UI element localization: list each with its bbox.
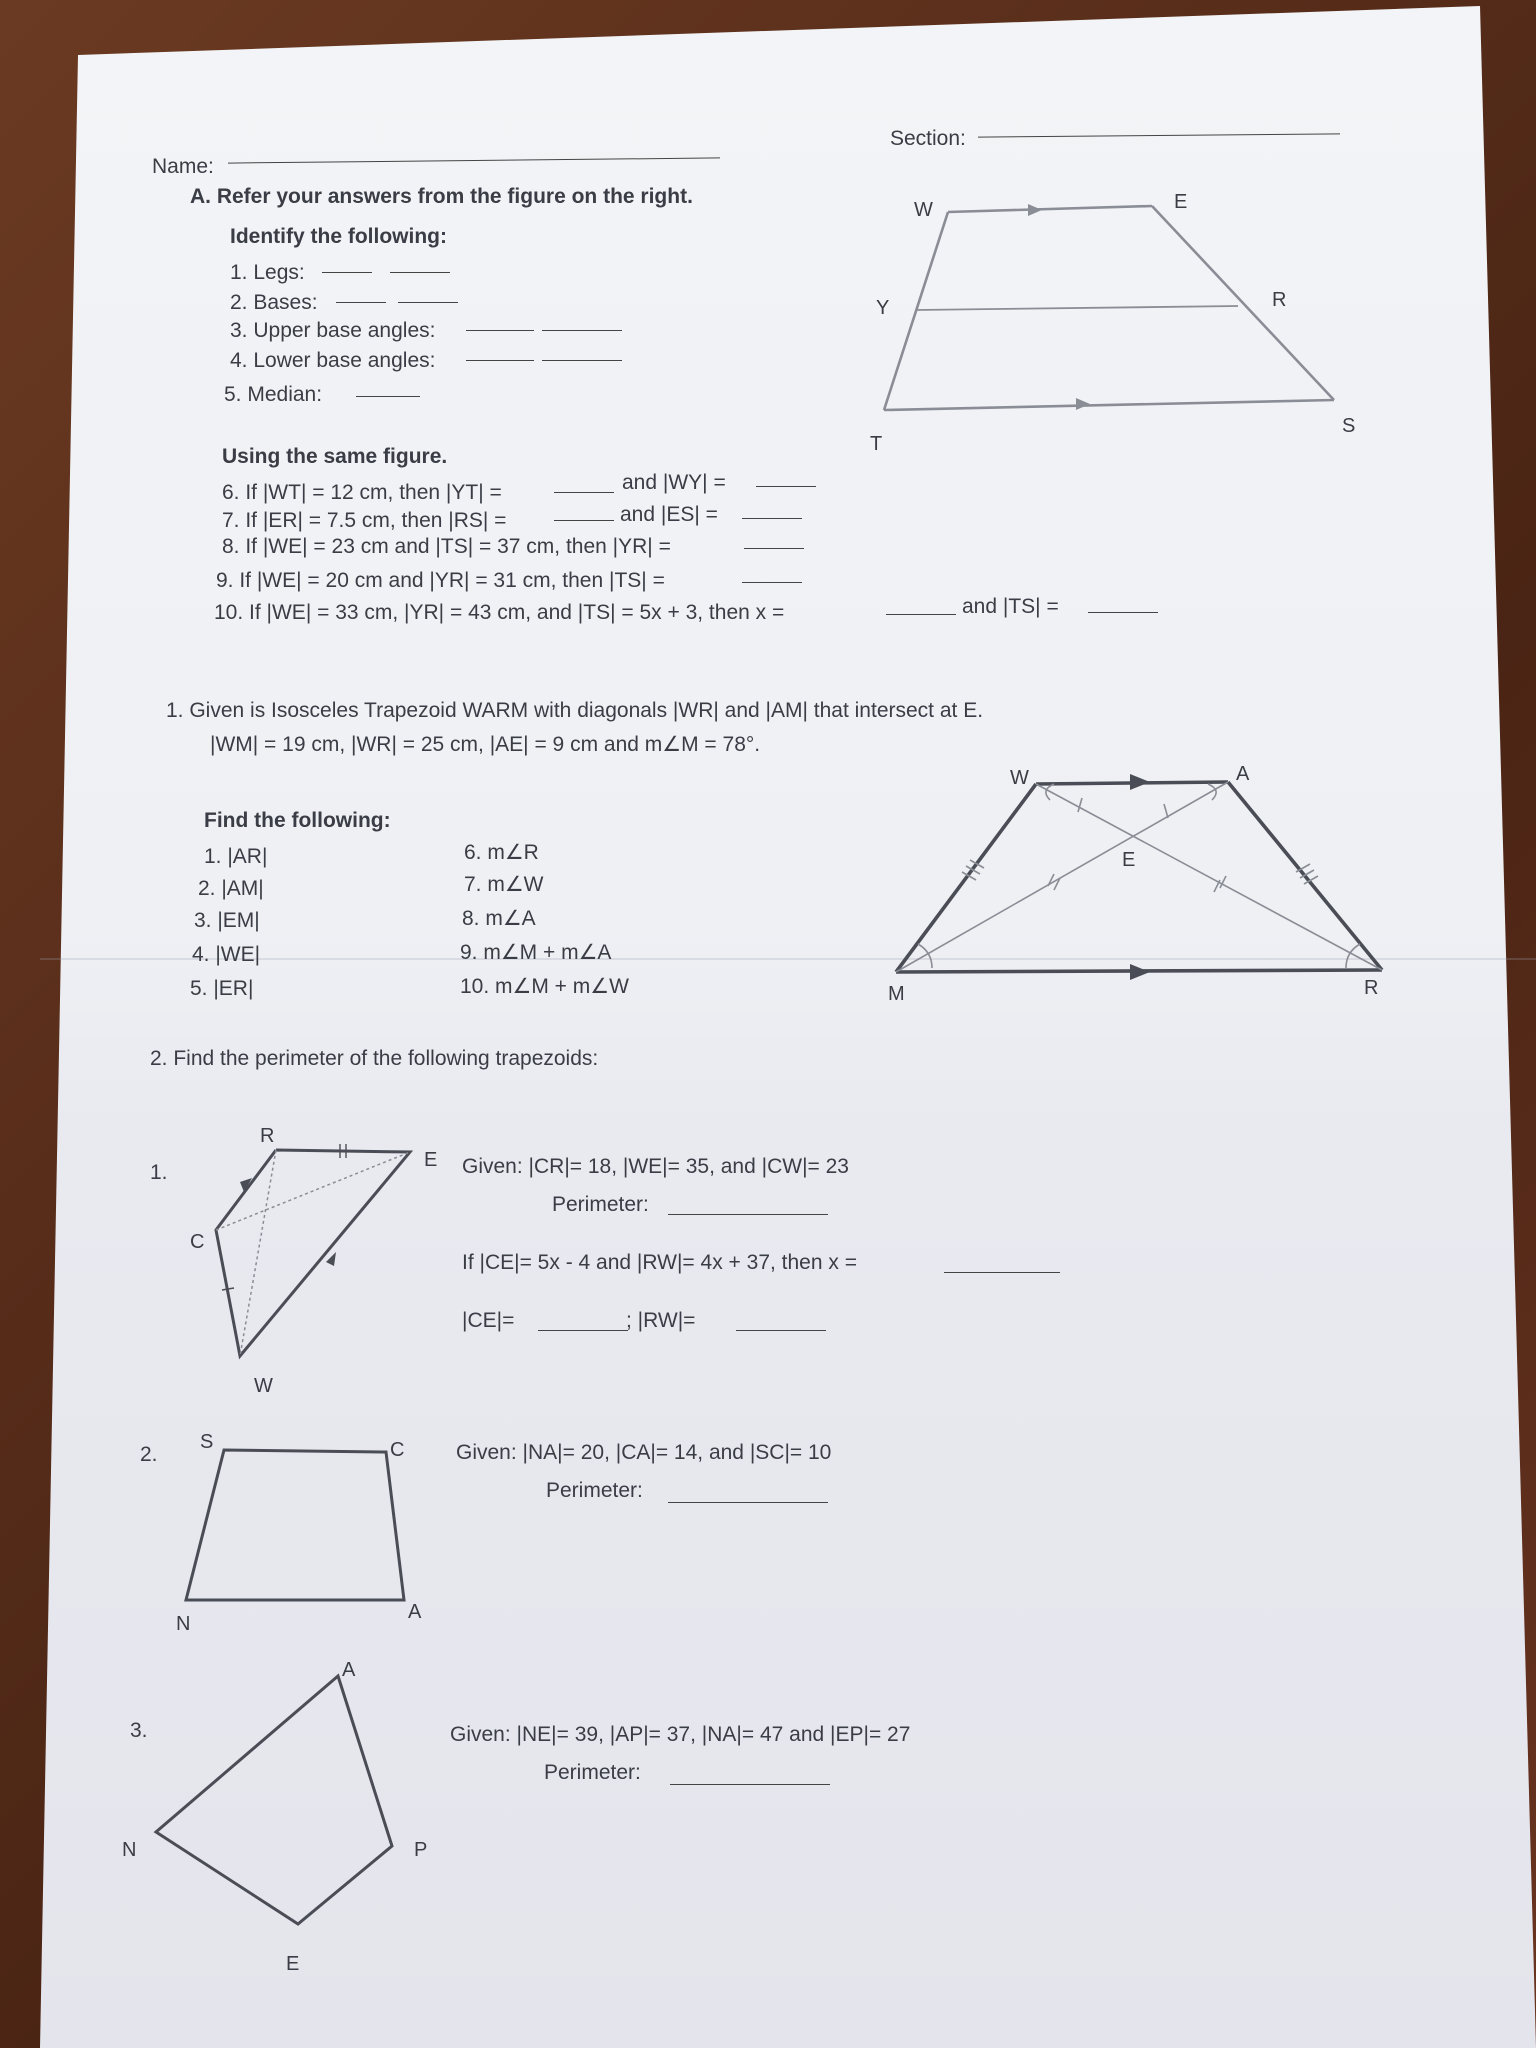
label-R: R	[1272, 289, 1287, 311]
name-label: Name:	[152, 155, 214, 178]
upper-base-angles-item: 3. Upper base angles:	[230, 319, 436, 342]
problem1-perimeter: Perimeter:	[552, 1193, 649, 1216]
same-figure-label: Using the same figure.	[222, 445, 448, 468]
find-item-4: 4. |WE|	[192, 943, 261, 966]
find-item-5: 5. |ER|	[190, 977, 254, 1000]
q7-text: 7. If |ER| = 7.5 cm, then |RS| =	[222, 509, 507, 532]
problem3-given: Given: |NE|= 39, |AP|= 37, |NA|= 47 and |EP|= 27	[450, 1723, 911, 1746]
q10-text: 10. If |WE| = 33 cm, |YR| = 43 cm, and |TS| = 5x + 3, then x =	[214, 601, 785, 624]
label-M: M	[888, 983, 905, 1005]
find-item-8: 8. m∠A	[462, 907, 536, 930]
legs-item: 1. Legs:	[230, 261, 305, 284]
problem2-given: Given: |NA|= 20, |CA|= 14, and |SC|= 10	[456, 1441, 832, 1464]
label-N: N	[122, 1839, 137, 1861]
partA-subtitle: Identify the following:	[230, 225, 447, 248]
lower-base-angles-item: 4. Lower base angles:	[230, 349, 436, 372]
label-P: P	[414, 1839, 428, 1861]
q8-text: 8. If |WE| = 23 cm and |TS| = 37 cm, then |YR| =	[222, 535, 671, 558]
q6-text: 6. If |WT| = 12 cm, then |YT| =	[222, 481, 502, 504]
label-W: W	[254, 1375, 273, 1397]
label-R: R	[260, 1125, 275, 1147]
figure-SCAN	[176, 1431, 422, 1635]
find-item-3: 3. |EM|	[194, 909, 260, 932]
problem1-number: 1.	[150, 1161, 168, 1184]
problem3-perimeter: Perimeter:	[544, 1761, 641, 1784]
section-label: Section:	[890, 127, 966, 150]
find-item-6: 6. m∠R	[464, 841, 539, 864]
find-item-7: 7. m∠W	[464, 873, 544, 896]
label-E: E	[1122, 849, 1136, 871]
q7-and: and |ES| =	[620, 503, 718, 526]
label-R: R	[1364, 977, 1379, 999]
find-item-1: 1. |AR|	[204, 845, 268, 868]
problem1-rw: ; |RW|=	[626, 1309, 696, 1332]
label-Y: Y	[876, 297, 890, 319]
problem1-given: Given: |CR|= 18, |WE|= 35, and |CW|= 23	[462, 1155, 849, 1178]
label-W: W	[1010, 767, 1029, 789]
problem1-ce: |CE|=	[462, 1309, 515, 1332]
find-following-label: Find the following:	[204, 809, 391, 832]
label-E: E	[424, 1149, 438, 1171]
find-item-10: 10. m∠M + m∠W	[460, 975, 629, 998]
label-T: T	[870, 433, 883, 455]
partB-line2: |WM| = 19 cm, |WR| = 25 cm, |AE| = 9 cm and m∠M = 78°.	[210, 733, 761, 756]
label-N: N	[176, 1613, 191, 1635]
label-S: S	[200, 1431, 214, 1453]
label-C: C	[190, 1231, 205, 1253]
find-item-2: 2. |AM|	[198, 877, 264, 900]
partC-title: 2. Find the perimeter of the following trapezoids:	[150, 1047, 599, 1070]
label-S: S	[1342, 415, 1356, 437]
median-item: 5. Median:	[224, 383, 323, 406]
bases-item: 2. Bases:	[230, 291, 318, 314]
label-E: E	[286, 1953, 300, 1975]
figure-CREW	[190, 1125, 437, 1397]
problem2-number: 2.	[140, 1443, 158, 1466]
partB-line1: 1. Given is Isosceles Trapezoid WARM with diagonals |WR| and |AM| that intersect at E.	[166, 699, 984, 722]
q6-and: and |WY| =	[622, 471, 726, 494]
label-C: C	[390, 1439, 405, 1461]
problem1-if-line: If |CE|= 5x - 4 and |RW|= 4x + 37, then x =	[462, 1251, 857, 1274]
label-A: A	[408, 1601, 422, 1623]
label-W: W	[914, 199, 933, 221]
partA-title: A. Refer your answers from the figure on the right.	[190, 185, 693, 208]
figure-NAPE	[122, 1659, 427, 1975]
label-A: A	[342, 1659, 356, 1681]
q9-text: 9. If |WE| = 20 cm and |YR| = 31 cm, then |TS| =	[216, 569, 665, 592]
label-E: E	[1174, 191, 1188, 213]
problem2-perimeter: Perimeter:	[546, 1479, 643, 1502]
q10-and: and |TS| =	[962, 595, 1059, 618]
find-item-9: 9. m∠M + m∠A	[460, 941, 612, 964]
label-A: A	[1236, 763, 1250, 785]
problem3-number: 3.	[130, 1719, 148, 1742]
